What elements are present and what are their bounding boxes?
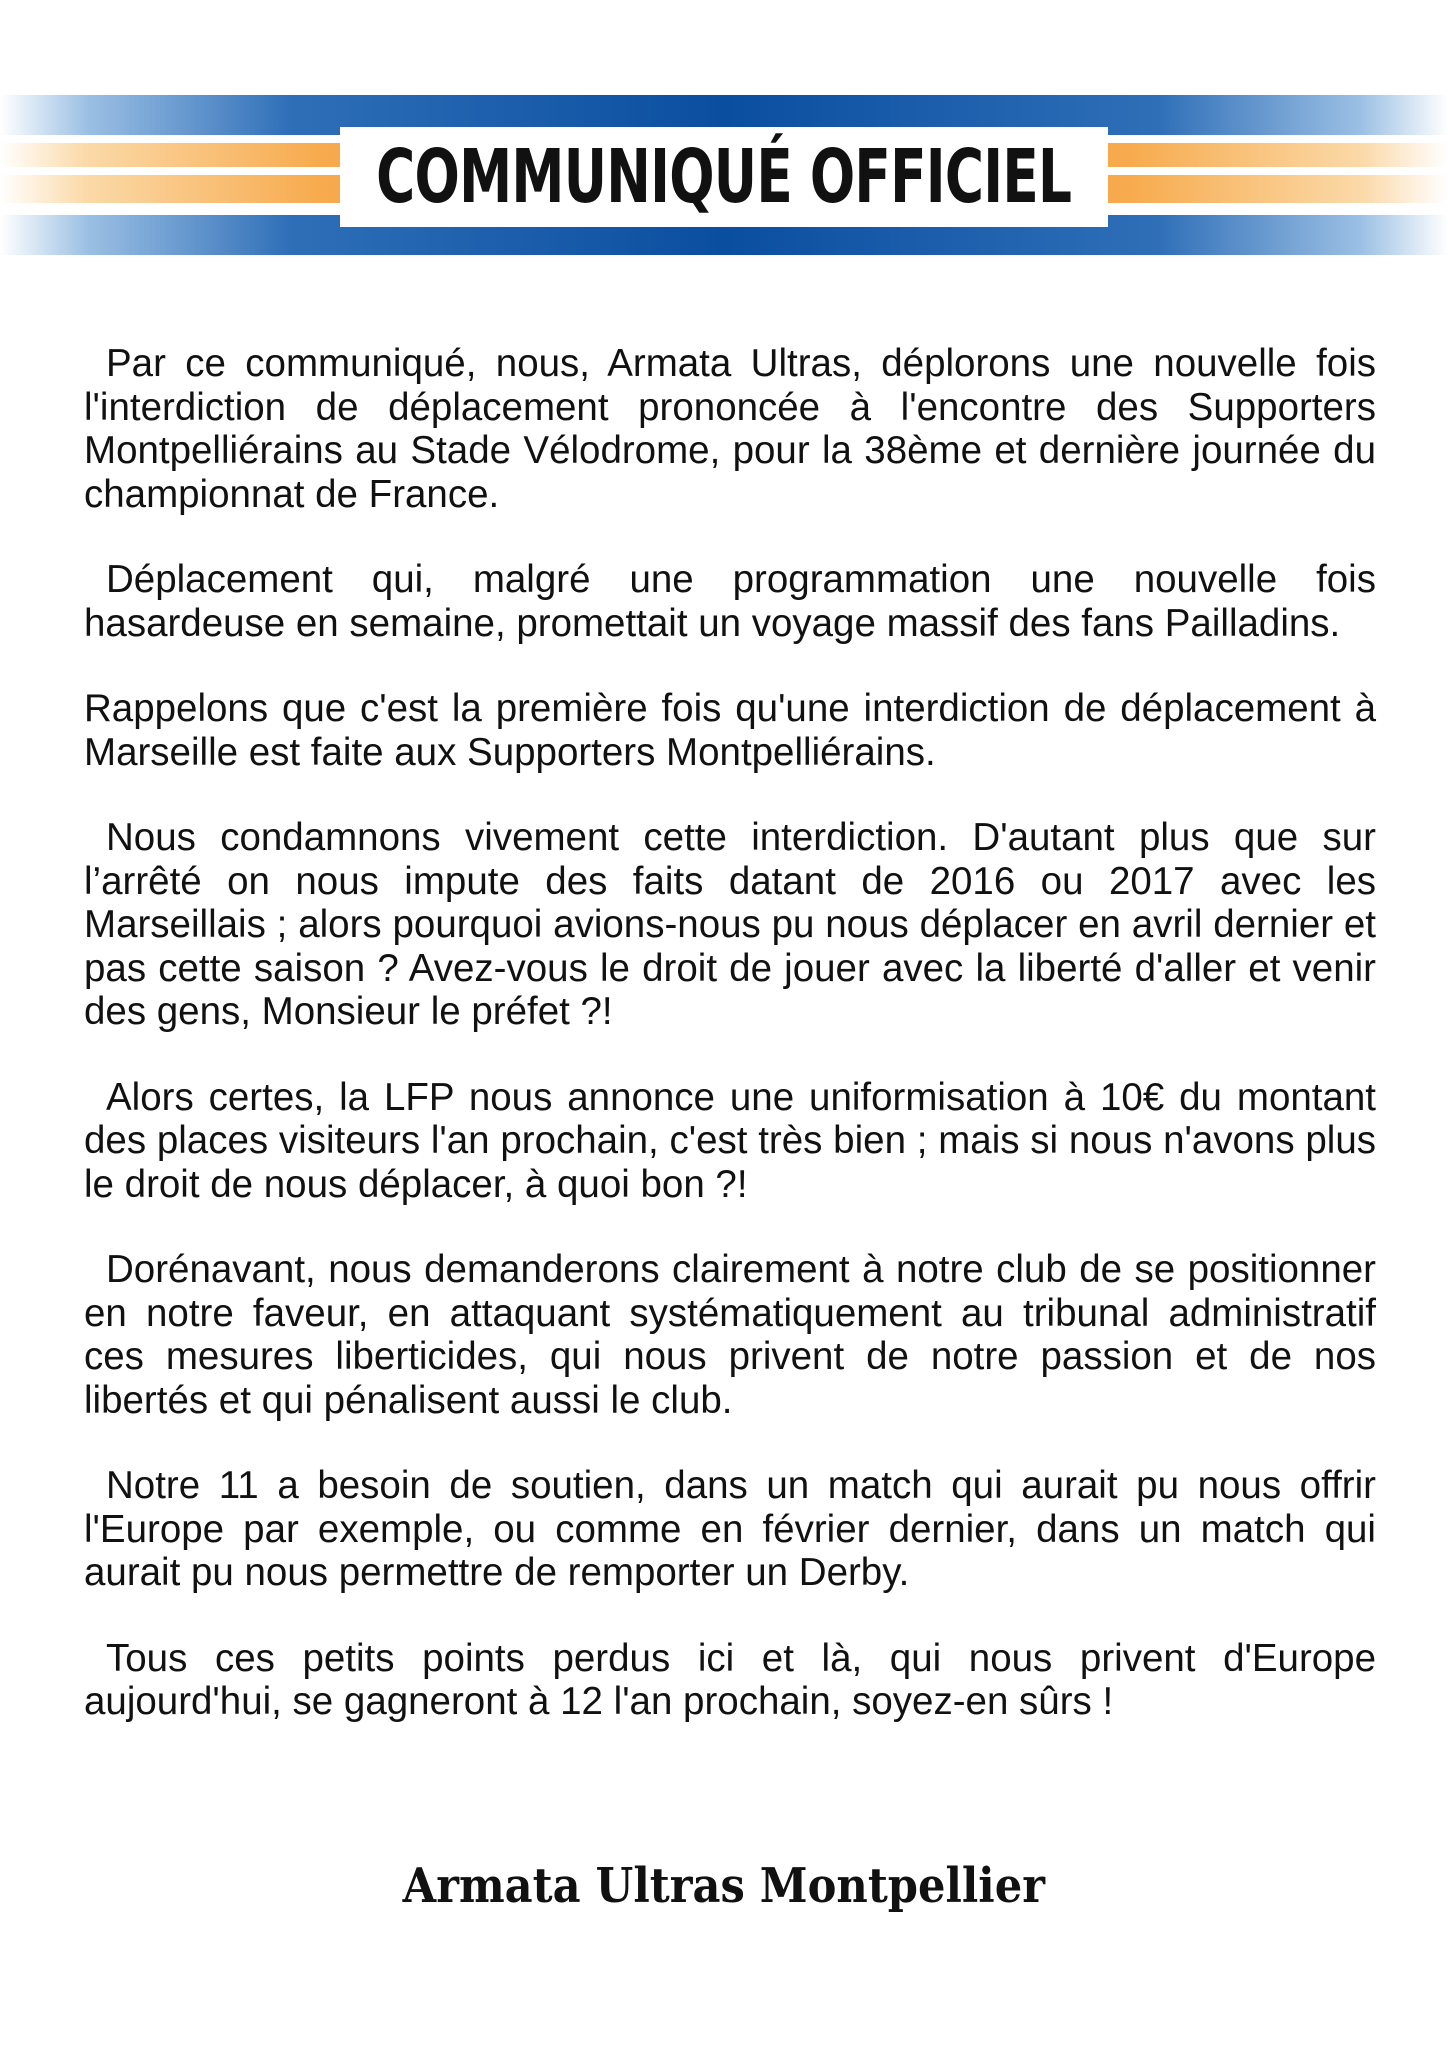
signature-text: Armata Ultras Montpellier	[402, 1858, 1046, 1914]
paragraph-6: Dorénavant, nous demanderons clairement à notre club de se positionner en notre faveur, en attaquant systématiquement au tribunal administratif ces mesures liberticides, qui nous privent de notre passion et de nos libertés et qui pénalisent aussi le club.	[84, 1248, 1376, 1422]
paragraph-7: Notre 11 a besoin de soutien, dans un match qui aurait pu nous offrir l'Europe par exemple, ou comme en février dernier, dans un match qui aurait pu nous permettre de remporter un Derby.	[84, 1464, 1376, 1594]
communique-body	[84, 342, 1376, 1766]
paragraph-4: Nous condamnons vivement cette interdiction. D'autant plus que sur l’arrêté on nous impute des faits datant de 2016 ou 2017 avec les Marseillais ; alors pourquoi avions-nous pu nous déplacer en avril dernier et pas cette saison ? Avez-vous le droit de jouer avec la liberté d'aller et venir des gens, Monsieur le préfet ?!	[84, 816, 1376, 1033]
signature	[0, 1858, 1448, 1914]
paragraph-5: Alors certes, la LFP nous annonce une uniformisation à 10€ du montant des places visiteurs l'an prochain, c'est très bien ; mais si nous n'avons plus le droit de nous déplacer, à quoi bon ?!	[84, 1075, 1376, 1206]
paragraph-2: Déplacement qui, malgré une programmation une nouvelle fois hasardeuse en semaine, promettait un voyage massif des fans Pailladins.	[84, 558, 1376, 645]
header-banner	[0, 95, 1448, 270]
title-box	[340, 127, 1108, 227]
paragraph-3: Rappelons que c'est la première fois qu'une interdiction de déplacement à Marseille est faite aux Supporters Montpelliérains.	[84, 687, 1376, 774]
paragraph-1: Par ce communiqué, nous, Armata Ultras, déplorons une nouvelle fois l'interdiction de déplacement prononcée à l'encontre des Supporters Montpelliérains au Stade Vélodrome, pour la 38ème et dernière journée du championnat de France.	[84, 342, 1376, 516]
paragraph-8: Tous ces petits points perdus ici et là, qui nous privent d'Europe aujourd'hui, se gagneront à 12 l'an prochain, soyez-en sûrs !	[84, 1636, 1376, 1723]
page-title: COMMUNIQUÉ OFFICIEL	[376, 134, 1072, 220]
